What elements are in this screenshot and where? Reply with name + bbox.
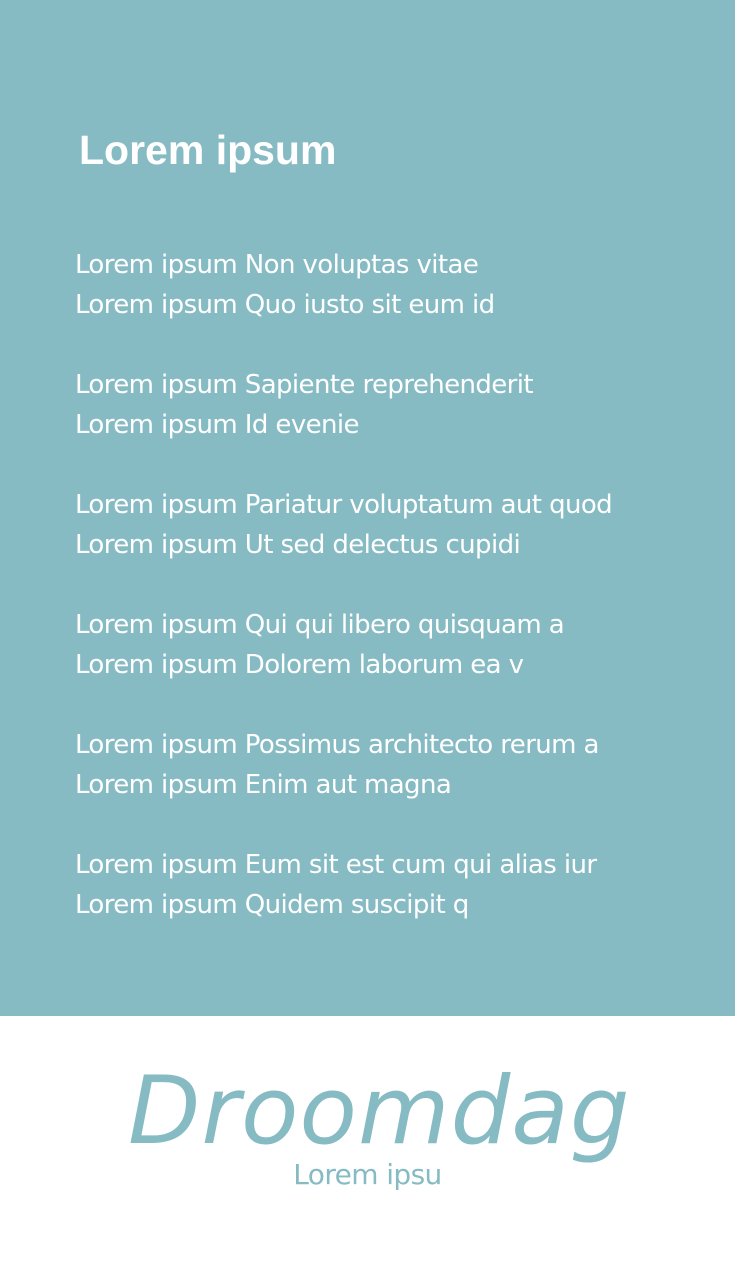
list-item-line-1: Lorem ipsum Sapiente reprehenderit: [75, 370, 533, 400]
list-item-line-2: Lorem ipsum Id evenie: [75, 410, 359, 440]
list-item-line-1: Lorem ipsum Possimus architecto rerum a: [75, 730, 599, 760]
list-item-line-2: Lorem ipsum Ut sed delectus cupidi: [75, 530, 521, 560]
list-item: [75, 485, 715, 565]
list-item-line-1: Lorem ipsum Qui qui libero quisquam a: [75, 610, 565, 640]
brand-logo: Droomdag: [128, 1057, 631, 1166]
list-item: [75, 725, 715, 805]
list-item: [75, 245, 715, 325]
list-item-line-2: Lorem ipsum Dolorem laborum ea v: [75, 650, 524, 680]
list-item-line-2: Lorem ipsum Quo iusto sit eum id: [75, 290, 495, 320]
brand-tagline: Lorem ipsu: [293, 1158, 442, 1191]
panel-title: Lorem ipsum: [79, 127, 337, 173]
item-list: [75, 245, 715, 965]
list-item-line-1: Lorem ipsum Non voluptas vitae: [75, 250, 479, 280]
list-item: [75, 365, 715, 445]
list-item: [75, 605, 715, 685]
list-item-line-1: Lorem ipsum Eum sit est cum qui alias iur: [75, 850, 597, 880]
list-item-line-2: Lorem ipsum Enim aut magna: [75, 770, 452, 800]
list-item-line-1: Lorem ipsum Pariatur voluptatum aut quod: [75, 490, 613, 520]
list-item: [75, 845, 715, 925]
list-item-line-2: Lorem ipsum Quidem suscipit q: [75, 890, 469, 920]
